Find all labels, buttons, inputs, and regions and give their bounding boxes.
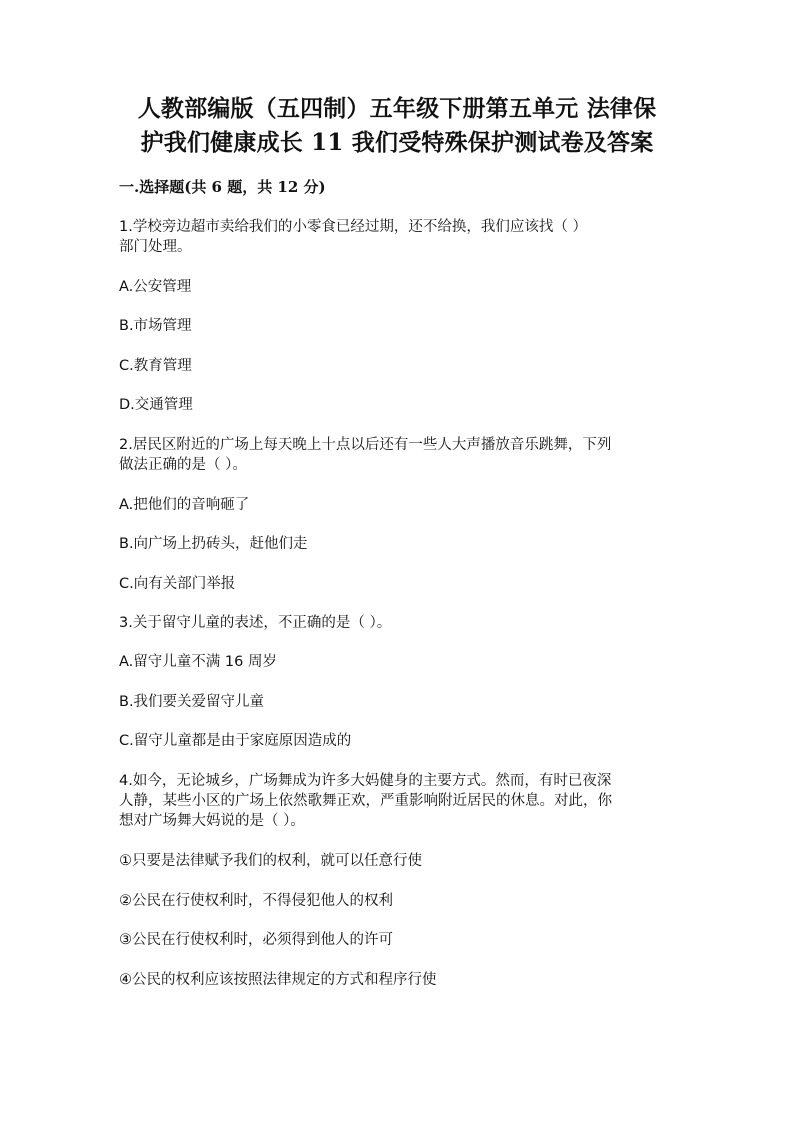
question-3-option-c: C.留守儿童都是由于家庭原因造成的 [119,733,352,749]
question-4-stem-line-1: 4.如今，无论城乡，广场舞成为许多大妈健身的主要方式。然而，有时已夜深 [119,773,612,789]
question-3-option-a: A.留守儿童不满 16 周岁 [119,654,277,670]
question-1-option-b: B.市场管理 [119,318,192,334]
question-1-stem-line-2: 部门处理。 [119,239,192,255]
question-1-stem-line-1: 1.学校旁边超市卖给我们的小零食已经过期，还不给换，我们应该找（ ） [119,219,587,235]
question-4-option-3: ③公民在行使权利时，必须得到他人的许可 [119,932,393,948]
document-title-line-2: 护我们健康成长 11 我们受特殊保护测试卷及答案 [140,129,654,156]
question-4-stem-line-3: 想对广场舞大妈说的是（ ）。 [119,813,305,829]
question-2-option-c: C.向有关部门举报 [119,576,236,592]
question-2-stem-line-2: 做法正确的是（ ）。 [119,457,247,473]
question-1-option-a: A.公安管理 [119,279,192,295]
document-title-line-1: 人教部编版（五四制）五年级下册第五单元 法律保 [137,95,657,122]
question-1-option-d: D.交通管理 [119,397,193,413]
question-4-option-1: ①只要是法律赋予我们的权利，就可以任意行使 [119,853,422,869]
section-heading: 一.选择题(共 6 题，共 12 分) [119,178,326,196]
question-3-option-b: B.我们要关爱留守儿童 [119,694,265,710]
question-4-option-4: ④公民的权利应该按照法律规定的方式和程序行使 [119,972,437,988]
question-2-stem-line-1: 2.居民区附近的广场上每天晚上十点以后还有一些人大声播放音乐跳舞，下列 [119,437,612,453]
question-4-option-2: ②公民在行使权利时，不得侵犯他人的权利 [119,893,393,909]
question-1-option-c: C.教育管理 [119,358,192,374]
question-2-option-a: A.把他们的音响砸了 [119,497,250,513]
question-2-option-b: B.向广场上扔砖头，赶他们走 [119,536,308,552]
question-3-stem-line-1: 3.关于留守儿童的表述，不正确的是（ ）。 [119,615,392,631]
question-4-stem-line-2: 人静，某些小区的广场上依然歌舞正欢，严重影响附近居民的休息。对此，你 [119,793,612,809]
